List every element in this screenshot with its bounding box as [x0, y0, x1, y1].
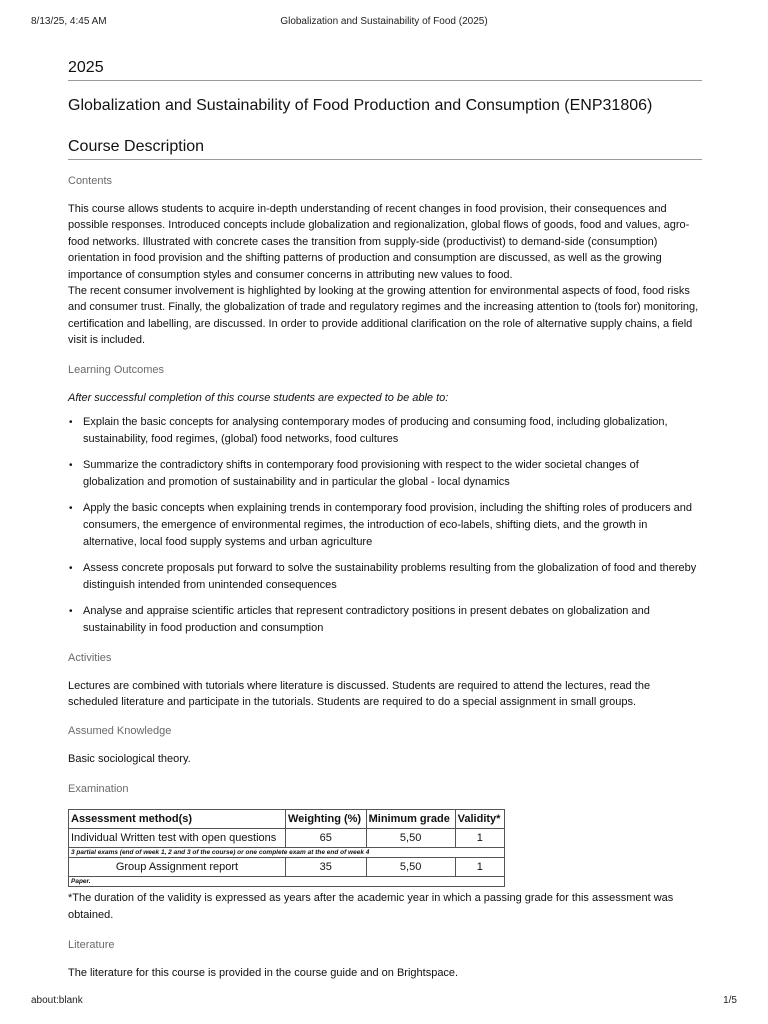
contents-paragraph: This course allows students to acquire in-depth understanding of recent changes in food provision, their consequences and possible responses. Introduced concepts include globalization and regionalization, global flows of goods, food and values, agro-food networks. Illustrated with concrete cases the transition from supply-side (productivist) to demand-side (consumption) orientation in food provision and the shifting patterns of production and consumption are discussed, as well as the growing importance of consumption styles and consumer concerns in attributing new values to food. — [68, 203, 690, 281]
cell-method: Individual Written test with open questions — [69, 828, 286, 847]
print-datetime: 8/13/25, 4:45 AM — [31, 16, 107, 27]
outcome-text: Explain the basic concepts for analysing contemporary modes of producing and consuming food, including globalization, sustainability, food regimes, (global) food networks, food cultures — [83, 415, 668, 445]
learning-outcomes-heading: Learning Outcomes — [68, 363, 164, 376]
table-row — [69, 857, 505, 876]
list-item — [68, 603, 702, 637]
column-header-method: Assessment method(s) — [69, 809, 286, 828]
table-note-row — [69, 876, 505, 886]
outcome-text: Summarize the contradictory shifts in contemporary food provisioning with respect to the wider societal changes of globalization and promotion of sustainability and in particular the global - local dynamics — [83, 458, 639, 488]
cell-validity: 1 — [455, 857, 504, 876]
list-item — [68, 414, 702, 448]
outcome-text: Apply the basic concepts when explaining trends in contemporary food provision, including the shifting roles of producers and consumers, the emergence of environmental regimes, the introduction of eco-labels, shifting diets, and the growth in alternative, local food supply systems and urban agriculture — [83, 501, 693, 548]
course-year: 2025 — [68, 59, 702, 81]
print-document-title: Globalization and Sustainability of Food (2025) — [280, 16, 488, 27]
activities-text: Lectures are combined with tutorials where literature is discussed. Students are required to attend the lectures, read the scheduled literature and participate in the tutorials. Students are required to do a special assignment in small groups. — [68, 679, 651, 709]
print-url: about:blank — [31, 995, 83, 1006]
contents-paragraph: The recent consumer involvement is highlighted by looking at the growing attention for environmental aspects of food, food risks and consumer trust. Finally, the globalization of trade and regulatory regimes and the increasing attention to (tools for) monitoring, certification and labelling, are discussed. In order to provide additional clarification on the role of alternative supply chains, a field visit is included. — [68, 285, 699, 347]
bullet-icon: • — [69, 416, 73, 428]
contents-heading: Contents — [68, 175, 113, 187]
outcome-text: Assess concrete proposals put forward to solve the sustainability problems resulting from the globalization of food and thereby distinguish intended from unintended consequences — [83, 561, 697, 591]
page-content — [68, 56, 702, 981]
list-item — [68, 560, 702, 594]
cell-minimum-grade: 5,50 — [366, 828, 455, 847]
page-number: 1/5 — [723, 995, 737, 1006]
learning-outcomes-intro: After successful completion of this course students are expected to be able to: — [68, 391, 449, 404]
literature-heading: Literature — [68, 938, 115, 951]
print-header — [31, 16, 737, 30]
assumed-knowledge-text: Basic sociological theory. — [68, 753, 191, 766]
column-header-validity: Validity* — [455, 809, 504, 828]
literature-text: The literature for this course is provided in the course guide and on Brightspace. — [68, 966, 459, 979]
column-header-minimum-grade: Minimum grade — [366, 809, 455, 828]
course-title: Globalization and Sustainability of Food Production and Consumption (ENP31806) — [68, 97, 653, 114]
table-note-row — [69, 847, 505, 857]
table-row — [69, 828, 505, 847]
cell-weighting: 35 — [285, 857, 366, 876]
cell-method: Group Assignment report — [69, 857, 286, 876]
bullet-icon: • — [69, 605, 73, 617]
examination-heading: Examination — [68, 782, 129, 795]
cell-weighting: 65 — [285, 828, 366, 847]
learning-outcomes-list — [68, 414, 702, 637]
bullet-icon: • — [69, 459, 73, 471]
cell-note: 3 partial exams (end of week 1, 2 and 3 of the course) or one complete exam at the end of week 4 — [69, 847, 505, 857]
list-item — [68, 500, 702, 551]
contents-text — [68, 201, 702, 349]
table-header-row — [69, 809, 505, 828]
examination-footnote: *The duration of the validity is expressed as years after the academic year in which a passing grade for this assessment was obtained. — [68, 891, 674, 921]
examination-table — [68, 809, 505, 887]
column-header-weighting: Weighting (%) — [285, 809, 366, 828]
cell-validity: 1 — [455, 828, 504, 847]
section-title-course-description: Course Description — [68, 138, 702, 160]
cell-note: Paper. — [69, 876, 505, 886]
assumed-knowledge-heading: Assumed Knowledge — [68, 725, 172, 738]
bullet-icon: • — [69, 502, 73, 514]
bullet-icon: • — [69, 562, 73, 574]
cell-minimum-grade: 5,50 — [366, 857, 455, 876]
outcome-text: Analyse and appraise scientific articles that represent contradictory positions in present debates on globalization and sustainability in food production and consumption — [83, 604, 650, 634]
activities-heading: Activities — [68, 651, 112, 664]
list-item — [68, 457, 702, 491]
